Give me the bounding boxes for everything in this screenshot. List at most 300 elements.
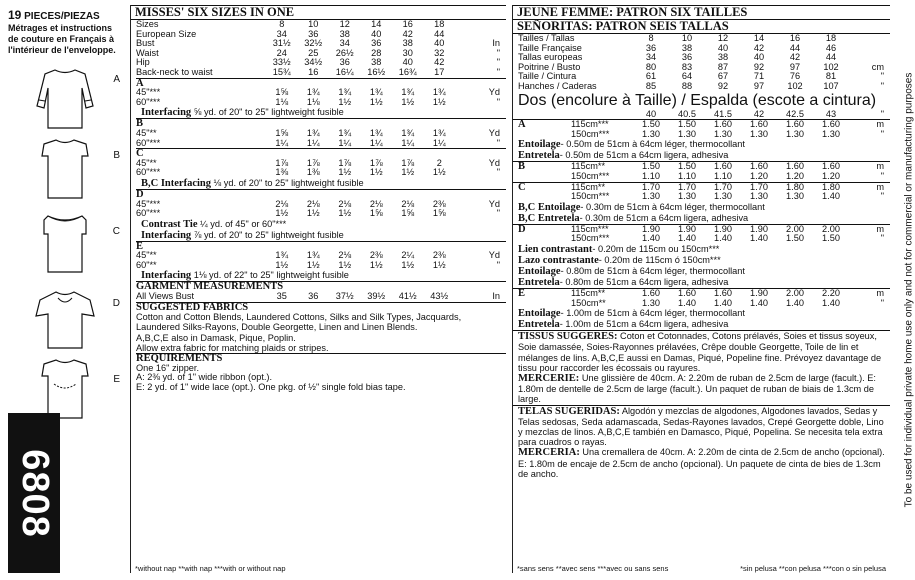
body-measurement-row-value: 32½: [304, 38, 323, 49]
yardage-row-unit: Yd: [488, 127, 500, 138]
back-length-row-value: 43: [825, 108, 837, 119]
left-column: [8, 8, 126, 573]
yardage-row-value: 1⅛: [306, 96, 320, 107]
yardage-row-value: 1½: [369, 259, 383, 270]
metric-value: 1.60: [822, 119, 840, 130]
metric-value: 1.70: [678, 181, 696, 192]
sizes-row-value: 18: [825, 33, 837, 43]
yardage-row-value: 1½: [369, 167, 383, 178]
metric-value: 1.90: [750, 223, 768, 234]
view-c-heading: C: [136, 148, 144, 160]
yardage-row-value: 1¾: [401, 87, 415, 98]
yardage-row-value: 1½: [338, 167, 352, 178]
english-size-chart: [131, 20, 506, 392]
body-measurement-row-label: Tallas europeas: [518, 52, 583, 63]
body-measurement-row-value: 81: [825, 71, 837, 82]
body-measurement-row-unit: ": [496, 57, 500, 68]
yardage-row-value: 1⅞: [275, 157, 289, 168]
body-measurement-row-label: Waist: [136, 47, 159, 58]
body-measurement-row-value: 85: [645, 80, 657, 91]
french-fabrics-body: Coton et Cotonnades, Cotons prélavés, Soies et tissus soyeux, Soie damassée, Soies-Rayonnes prélavées, Crêpe double Georgette, Toile de lin et mélanges de lins. A,B,C,E aussi en Damas, Piqué, Popeline fine. Prévoyez davantage de tissu pour raccorder les écossais ou rayures.: [518, 331, 882, 373]
yardage-row-value: 1¾: [338, 87, 352, 98]
body-measurement-row-label: Hanches / Caderas: [518, 80, 597, 91]
metric-value: 1.60: [678, 287, 696, 298]
view-d-label: D: [112, 298, 120, 309]
interfacing-note: [513, 319, 890, 330]
metric-unit: m: [876, 161, 884, 172]
note-text: - 0.50m de 51cm à 64cm léger, thermocollant: [560, 139, 745, 150]
french-notions-body: Une glissière de 40cm. A: 2.20m de ruban de 2.5cm de large (facult.). E: 1.80m de dentelle de 2.5cm de large (facult.). Un paquet de ruban de biais de 1.3cm de large.: [518, 372, 876, 405]
metric-width: 115cm**: [571, 161, 606, 172]
interfacing-note: [513, 213, 890, 224]
note-text: ⅞ yd. of 20" to 25" lightweight fusible: [191, 229, 344, 240]
yardage-row-value: 1½: [401, 96, 415, 107]
requirements-line: A: 2⅜ yd. of 1" wide ribbon (opt.).: [136, 372, 273, 383]
size-value: 8: [279, 19, 285, 29]
yardage-row-value: 1¾: [338, 127, 352, 138]
body-measurement-row-value: 42: [753, 42, 765, 53]
metric-yardage-row: [513, 192, 890, 202]
spanish-footnote: *sin pelusa **con pelusa ***con o sin pelusa: [740, 564, 886, 573]
view-d-sketch: [30, 286, 100, 352]
yardage-row: [136, 88, 506, 98]
note-text: - 0.80m de 51cm a 64cm ligera, adhesiva: [559, 276, 729, 287]
metric-value: 1.40: [786, 297, 804, 308]
body-measurement-row-value: 44: [789, 42, 801, 53]
metric-width: 150cm**: [571, 297, 606, 308]
yardage-row-value: 2⅛: [401, 198, 415, 209]
view-c-note: [136, 178, 506, 189]
yardage-row-unit: ": [496, 96, 500, 107]
french-title: JEUNE FEMME: PATRON SIX TAILLES: [513, 5, 890, 20]
yardage-row-value: 1¼: [275, 137, 289, 148]
suggested-fabrics-text: [136, 312, 506, 353]
metric-value: 1.60: [714, 119, 732, 130]
metric-value: 1.90: [642, 223, 660, 234]
view-e-heading: E: [518, 287, 526, 299]
metric-value: 1.60: [786, 119, 804, 130]
usage-notice-text: To be used for individual private home use only and not for commercial or manufacturing purposes: [903, 72, 914, 508]
metric-value: 1.40: [714, 233, 732, 244]
body-measurement-row-value: 88: [681, 80, 693, 91]
metric-value: 1.30: [678, 128, 696, 139]
body-measurement-row-value: 17: [434, 66, 445, 77]
body-measurement-row-value: 92: [753, 61, 765, 72]
yardage-row-label: 45"***: [136, 87, 161, 98]
view-c-heading: C: [518, 181, 526, 193]
body-measurement-row-label: Poitrine / Busto: [518, 61, 581, 72]
body-measurement-row-label: Back-neck to waist: [136, 66, 213, 77]
yardage-row-value: 1½: [275, 208, 289, 219]
body-measurement-row-label: Taille / Cintura: [518, 71, 577, 82]
body-measurement-row-value: 34½: [304, 57, 323, 68]
yardage-row-value: 2⅜: [432, 198, 446, 209]
french-notions-title: MERCERIE:: [518, 372, 580, 384]
sizes-row-label: Tailles / Tallas: [518, 33, 575, 43]
french-note-line: Métrages et instructions: [8, 23, 113, 33]
note-text: - 0.50m de 51cm a 64cm ligera, adhesiva: [559, 150, 729, 161]
metric-value: 1.50: [822, 233, 840, 244]
yardage-row-value: 1½: [432, 259, 446, 270]
body-measurement-unit: cm: [871, 61, 884, 72]
garment-measurements-title: GARMENT MEASUREMENTS: [136, 281, 284, 293]
yardage-row-value: 1¼: [338, 137, 352, 148]
body-measurement-row-value: 87: [717, 61, 729, 72]
metric-width: 115cm**: [571, 287, 606, 298]
yardage-row-label: 60"***: [136, 96, 161, 107]
interfacing-note: [513, 139, 890, 150]
yardage-row-value: 2: [436, 157, 442, 168]
metric-value: 1.20: [786, 170, 804, 181]
view-a-sketch: [30, 66, 100, 132]
metric-value: 1.70: [642, 181, 660, 192]
body-measurement-row-value: 40: [434, 38, 445, 49]
fabrics-line: Allow extra fabric for matching plaids or stripes.: [136, 342, 329, 353]
back-length-row: [513, 110, 890, 120]
yardage-row: [136, 168, 506, 178]
sizes-row-value: 12: [717, 33, 729, 43]
interfacing-note: [513, 277, 890, 288]
body-measurement-row-value: 83: [681, 61, 693, 72]
interfacing-note: [513, 150, 890, 161]
yardage-row-label: 60"**: [136, 259, 157, 270]
body-measurement-row-value: 24: [276, 47, 287, 58]
yardage-row-value: 2⅛: [275, 198, 289, 209]
size-value: 14: [371, 19, 382, 29]
yardage-row-label: 60"***: [136, 137, 161, 148]
metric-value: 1.90: [750, 287, 768, 298]
yardage-row-unit: Yd: [488, 157, 500, 168]
view-b-sketch: [30, 136, 100, 202]
requirements-title: REQUIREMENTS: [136, 353, 223, 365]
body-measurement-row-value: 16½: [367, 66, 386, 77]
metric-width: 115cm***: [571, 119, 609, 130]
back-length-row-value: 40.5: [678, 108, 696, 119]
body-measurement-row-label: Bust: [136, 38, 155, 49]
body-measurement-row-value: 46: [825, 42, 837, 53]
yardage-row-value: 1¾: [306, 127, 320, 138]
yardage-row-value: 1⅞: [306, 157, 320, 168]
body-measurement-row-value: 40: [402, 57, 413, 68]
metric-value: 1.30: [642, 128, 660, 139]
interfacing-note: [513, 266, 890, 277]
pieces-count: [8, 8, 126, 22]
yardage-row-value: 1¾: [401, 127, 415, 138]
garment-measurement-row-value: 35: [276, 291, 287, 302]
body-measurement-row-label: Hip: [136, 57, 150, 68]
yardage-row: [136, 261, 506, 271]
yardage-row-value: 1¾: [369, 127, 383, 138]
body-measurement-row-value: 34: [276, 28, 287, 39]
note-label: Entretela: [518, 150, 560, 162]
french-note: [8, 23, 126, 56]
metric-yardage-row: [513, 130, 890, 140]
pieces-label: PIECES/PIEZAS: [24, 11, 100, 22]
metric-value: 1.50: [642, 161, 660, 172]
note-text: - 0.80m de 51cm à 64cm léger, thermocollant: [560, 265, 745, 276]
yardage-row-value: 1⅝: [275, 127, 289, 138]
metric-value: 2.00: [822, 223, 840, 234]
body-measurement-unit: [849, 44, 890, 54]
back-length-row-value: 42: [753, 108, 765, 119]
yardage-row-value: 1⅝: [369, 208, 383, 219]
french-fabrics-title: TISSUS SUGGERES:: [518, 331, 618, 343]
view-a-heading: A: [136, 77, 144, 89]
metric-width: 115cm***: [571, 223, 609, 234]
body-measurement-row: [136, 68, 506, 78]
note-text: ⅝ yd. of 20" to 25" lightweight fusible: [191, 107, 344, 118]
body-measurement-row-value: 36: [339, 57, 350, 68]
body-measurement-row-value: 34: [339, 38, 350, 49]
metric-value: 1.20: [822, 170, 840, 181]
yardage-row-value: 1⅜: [306, 167, 320, 178]
garment-measurement-row-label: All Views Bust: [136, 291, 195, 302]
metric-width: 150cm***: [571, 191, 610, 202]
metric-value: 1.30: [822, 128, 840, 139]
garment-measurement-row: [136, 292, 506, 302]
french-notions-text: [513, 373, 890, 405]
metric-unit: ": [880, 233, 884, 244]
metric-unit: ": [880, 297, 884, 308]
metric-value: 1.50: [642, 119, 660, 130]
body-measurement-row-value: 31½: [272, 38, 291, 49]
body-measurement-row-value: 38: [681, 42, 693, 53]
spanish-title: SEÑORITAS: PATRON SEIS TALLAS: [513, 20, 890, 34]
yardage-row-value: 1½: [432, 96, 446, 107]
body-measurement-row-value: 61: [645, 71, 657, 82]
body-measurement-row-value: 42: [434, 57, 445, 68]
body-measurement-row-value: 102: [823, 61, 839, 72]
pieces-number: 19: [8, 8, 22, 22]
metric-value: 1.10: [642, 170, 660, 181]
requirements-line: E: 2 yd. of 1" wide lace (opt.). One pkg. of ½" single fold bias tape.: [136, 381, 406, 392]
view-e-heading: E: [136, 240, 144, 252]
size-value: 16: [402, 19, 413, 29]
metric-value: 1.40: [714, 297, 732, 308]
metric-value: 1.10: [714, 170, 732, 181]
metric-value: 1.80: [786, 181, 804, 192]
view-b-heading: B: [518, 161, 526, 173]
metric-value: 2.00: [786, 223, 804, 234]
body-measurement-row-value: 36: [371, 38, 382, 49]
body-measurement-row-value: 16¾: [398, 66, 417, 77]
body-measurement-row-value: 36: [645, 42, 657, 53]
view-a-block: [513, 120, 890, 139]
body-measurement-row-value: 42: [789, 52, 801, 63]
body-measurement-row-value: 34: [645, 52, 657, 63]
fabrics-line: A,B,C,E also in Damask, Pique, Poplin.: [136, 332, 296, 343]
view-d-note: [136, 219, 506, 230]
metric-width: 150cm***: [571, 233, 610, 244]
body-measurement-row-value: 28: [371, 47, 382, 58]
metric-value: 1.30: [786, 191, 804, 202]
body-measurement-row-unit: ": [496, 66, 500, 77]
yardage-row-unit: Yd: [488, 250, 500, 261]
size-value: 10: [308, 19, 319, 29]
spanish-fabrics-title: TELAS SUGERIDAS:: [518, 405, 620, 417]
yardage-row-value: 1⅞: [401, 157, 415, 168]
yardage-row-value: 1½: [369, 96, 383, 107]
yardage-row: [136, 129, 506, 139]
metric-value: 1.20: [750, 170, 768, 181]
yardage-row-value: 1¼: [369, 137, 383, 148]
sizes-row-value: 16: [789, 33, 801, 43]
yardage-row-value: 1⅝: [401, 208, 415, 219]
yardage-row-value: 1½: [275, 259, 289, 270]
view-e-heading: [513, 299, 571, 309]
metric-yardage-row: [513, 172, 890, 182]
metric-value: 1.30: [642, 191, 660, 202]
yardage-row-label: 45"**: [136, 127, 157, 138]
yardage-row: [136, 251, 506, 261]
body-measurement-row-value: 102: [787, 80, 803, 91]
view-a-label: A: [113, 74, 120, 85]
metric-value: 2.00: [786, 287, 804, 298]
note-label: Contrast Tie: [141, 218, 198, 230]
metric-value: 1.90: [714, 223, 732, 234]
french-note-line: l'intérieur de l'enveloppe.: [8, 45, 116, 55]
note-label: Entretela: [518, 276, 560, 288]
metric-value: 1.40: [750, 233, 768, 244]
back-length-row-value: 40: [645, 108, 657, 119]
sizes-row-value: 14: [753, 33, 765, 43]
french-footnote: *sans sens **avec sens ***avec ou sans sens: [517, 564, 669, 573]
yardage-row-unit: Yd: [488, 87, 500, 98]
body-measurement-row-value: 40: [753, 52, 765, 63]
yardage-row-value: 1¼: [401, 137, 415, 148]
note-label: Interfacing: [141, 270, 192, 282]
metric-width: 150cm***: [571, 170, 610, 181]
back-length-row-value: 42.5: [786, 108, 804, 119]
yardage-row-value: 2¼: [401, 250, 415, 261]
french-spanish-column: [512, 5, 890, 573]
yardage-row-value: 1½: [432, 167, 446, 178]
yardage-row-label: 60"***: [136, 167, 161, 178]
metric-value: 1.40: [822, 191, 840, 202]
metric-yardage-row: [513, 234, 890, 244]
metric-value: 1.40: [678, 297, 696, 308]
metric-value: 1.30: [714, 128, 732, 139]
metric-value: 1.80: [822, 181, 840, 192]
garment-measurement-row-unit: In: [492, 291, 500, 302]
yardage-row-value: 1½: [338, 96, 352, 107]
body-measurement-row-value: 25: [308, 47, 319, 58]
garment-measurement-row-value: 37½: [335, 291, 354, 302]
metric-value: 1.30: [750, 191, 768, 202]
metric-unit: m: [876, 119, 884, 130]
view-c-heading: [513, 192, 571, 202]
body-measurement-row-value: 16: [308, 66, 319, 77]
metric-value: 1.60: [750, 161, 768, 172]
spanish-fabrics-text: [513, 406, 890, 448]
metric-unit: m: [876, 287, 884, 298]
metric-value: 1.60: [750, 119, 768, 130]
metric-value: 1.40: [678, 233, 696, 244]
view-b-label: B: [113, 150, 120, 161]
note-text: 1⅛ yd. of 22" to 25" lightweight fusible: [191, 270, 349, 281]
spanish-notions-title: MERCERIA:: [518, 447, 580, 459]
note-label: B,C Entretela: [518, 212, 580, 224]
yardage-row-value: 1½: [401, 259, 415, 270]
yardage-row-label: 45"**: [136, 250, 157, 261]
view-e-note: [136, 270, 506, 281]
view-a-note: [136, 107, 506, 118]
body-measurement-row-value: 71: [753, 71, 765, 82]
metric-unit: m: [876, 223, 884, 234]
metric-width: 115cm**: [571, 181, 606, 192]
body-measurement-row-value: 38: [339, 28, 350, 39]
body-measurement-row-value: 40: [371, 28, 382, 39]
yardage-row-value: 2⅛: [369, 198, 383, 209]
metric-value: 1.60: [786, 161, 804, 172]
body-measurement-row-value: 76: [789, 71, 801, 82]
yardage-row: [136, 159, 506, 169]
size-value: 12: [339, 19, 350, 29]
yardage-row-value: 1¾: [306, 87, 320, 98]
body-measurement-row-label: European Size: [136, 28, 197, 39]
sizes-row-value: 8: [648, 33, 654, 43]
view-e-label: E: [113, 374, 120, 385]
note-text: - 1.00m de 51cm a 64cm ligera, adhesiva: [559, 319, 729, 330]
yardage-row-value: 1⅛: [275, 96, 289, 107]
metric-yardage-row: [513, 299, 890, 309]
usage-notice: [902, 0, 915, 580]
yardage-row-unit: ": [496, 167, 500, 178]
note-text: - 0.30m de 51cm a 64cm ligera, adhesiva: [579, 212, 749, 223]
body-measurement-row-value: 40: [717, 42, 729, 53]
note-label: Interfacing: [141, 229, 192, 241]
body-measurement-row-value: 36: [308, 28, 319, 39]
body-measurement-row-unit: In: [492, 38, 500, 49]
metric-value: 1.30: [714, 191, 732, 202]
metric-value: 1.30: [786, 128, 804, 139]
back-length-unit: ": [880, 108, 884, 119]
yardage-row-value: 1¾: [369, 87, 383, 98]
note-label: Entoilage: [518, 308, 561, 320]
body-measurement-row: [136, 39, 506, 49]
yardage-row-unit: ": [496, 208, 500, 219]
metric-value: 1.40: [750, 297, 768, 308]
french-size-chart: [513, 34, 890, 479]
metric-value: 2.20: [822, 287, 840, 298]
view-a-heading: A: [518, 119, 526, 131]
english-footnote: *without nap **with nap ***with or without nap: [135, 564, 286, 573]
body-measurement-row-value: 38: [371, 57, 382, 68]
body-measurement-row-value: 36: [681, 52, 693, 63]
yardage-row-value: 2⅛: [306, 198, 320, 209]
body-measurement-row-value: 67: [717, 71, 729, 82]
yardage-row-label: 45"***: [136, 198, 161, 209]
view-c-sketch: [30, 210, 100, 276]
note-label: Lazo contrastante: [518, 254, 599, 266]
body-measurement-row-value: 26½: [335, 47, 354, 58]
back-length-label: Dos (encolure à Taille) / Espalda (escote a cintura): [518, 91, 877, 109]
view-d-heading: [513, 234, 571, 244]
note-text: - 0.30m de 51cm à 64cm léger, thermocollant: [580, 201, 765, 212]
spanish-notions-text: [513, 447, 890, 479]
english-title: MISSES' SIX SIZES IN ONE: [131, 5, 506, 20]
yardage-row-value: 1¼: [432, 137, 446, 148]
body-measurement-row-value: 80: [645, 61, 657, 72]
view-b-block: [513, 162, 890, 181]
interfacing-note: [513, 244, 890, 255]
metric-value: 1.70: [714, 181, 732, 192]
view-d-note: [136, 230, 506, 241]
suggested-fabrics-title: SUGGESTED FABRICS: [136, 301, 249, 313]
spanish-notions-body: Una cremallera de 40cm. A: 2.20m de cinta de 2.5cm de ancho (opcional). E: 1.80m de encaje de 2.5cm de ancho (opcional). Un paquete de cinta de bies de 1.3cm de ancho.: [518, 447, 885, 479]
yardage-row-value: 1½: [306, 208, 320, 219]
body-measurement-row-value: 42: [402, 28, 413, 39]
